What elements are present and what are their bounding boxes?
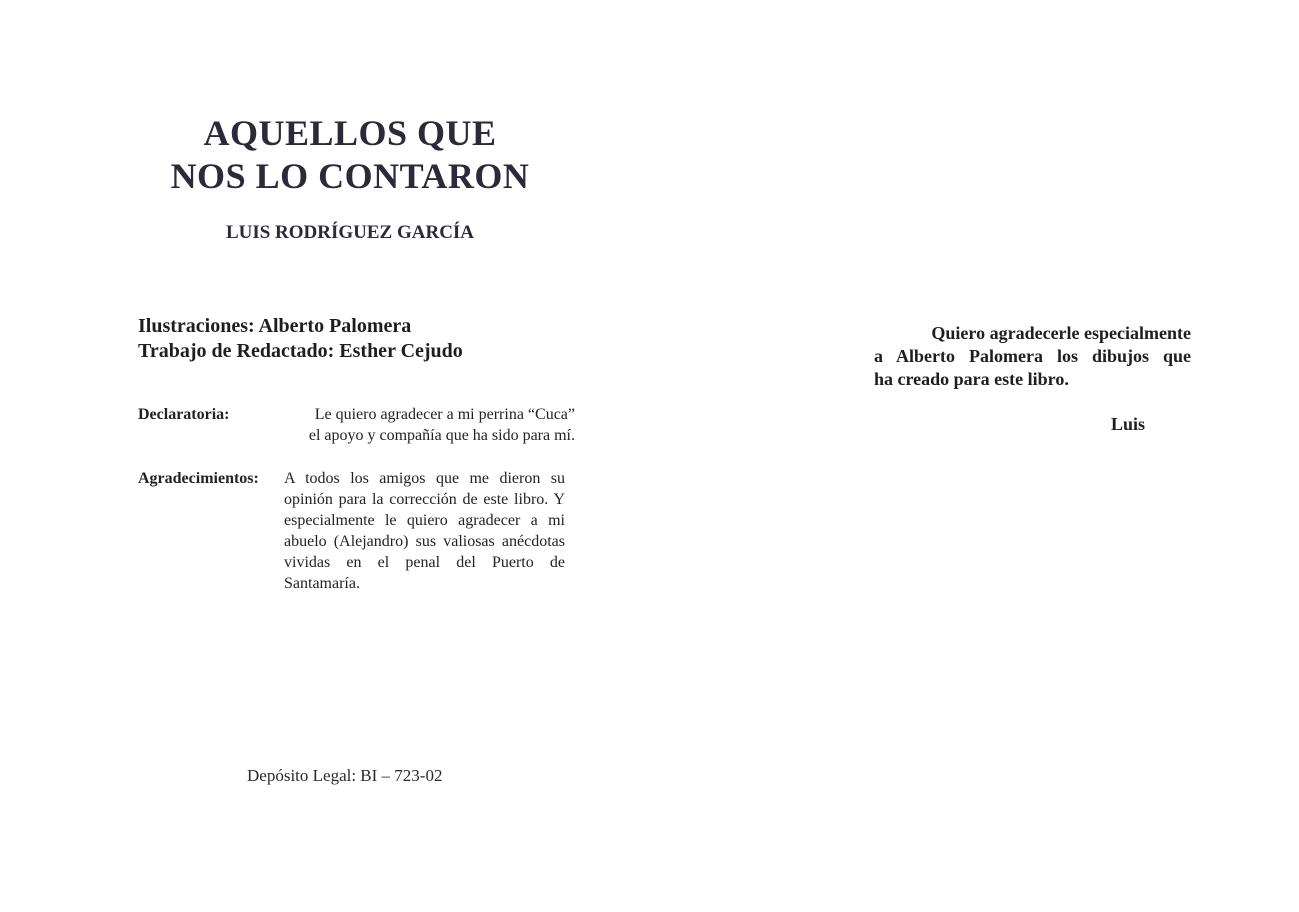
book-title [0, 112, 700, 198]
thanks-line-1: Quiero agradecerle especialmente [931, 323, 1191, 343]
thanks-line-3: ha creado para este libro. [874, 369, 1069, 389]
thanks-paragraph [874, 322, 1191, 391]
credit-illustrations: Ilustraciones: Alberto Palomera [138, 315, 412, 337]
agradecimientos-label: Agradecimientos: [138, 470, 259, 487]
author-name: LUIS RODRÍGUEZ GARCÍA [225, 222, 475, 243]
declaratoria-line-1: Le quiero agradecer a mi perrina “Cuca” [314, 406, 575, 423]
signature: Luis [1111, 414, 1146, 434]
legal-deposit: Depósito Legal: BI – 723-02 [247, 766, 443, 785]
declaratoria-text [255, 404, 575, 446]
right-page [650, 0, 1299, 912]
book-title-line-1: AQUELLOS QUE [203, 113, 497, 153]
credit-editing: Trabajo de Redactado: Esther Cejudo [138, 340, 463, 362]
credits-block [138, 314, 463, 364]
agradecimientos-text: A todos los amigos que me dieron su opinión para la corrección de este libro. Y especialmente le quiero agradecer a mi abuelo (Alejandro) sus valiosas anécdotas vividas en el penal del Puerto de Santamaría. [284, 470, 565, 592]
book-title-line-2: NOS LO CONTARON [170, 156, 530, 196]
declaratoria-label: Declaratoria: [138, 406, 230, 423]
declaratoria-line-2: el apoyo y compañía que ha sido para mí. [308, 427, 575, 444]
thanks-line-2: a Alberto Palomera los dibujos que [874, 346, 1191, 366]
